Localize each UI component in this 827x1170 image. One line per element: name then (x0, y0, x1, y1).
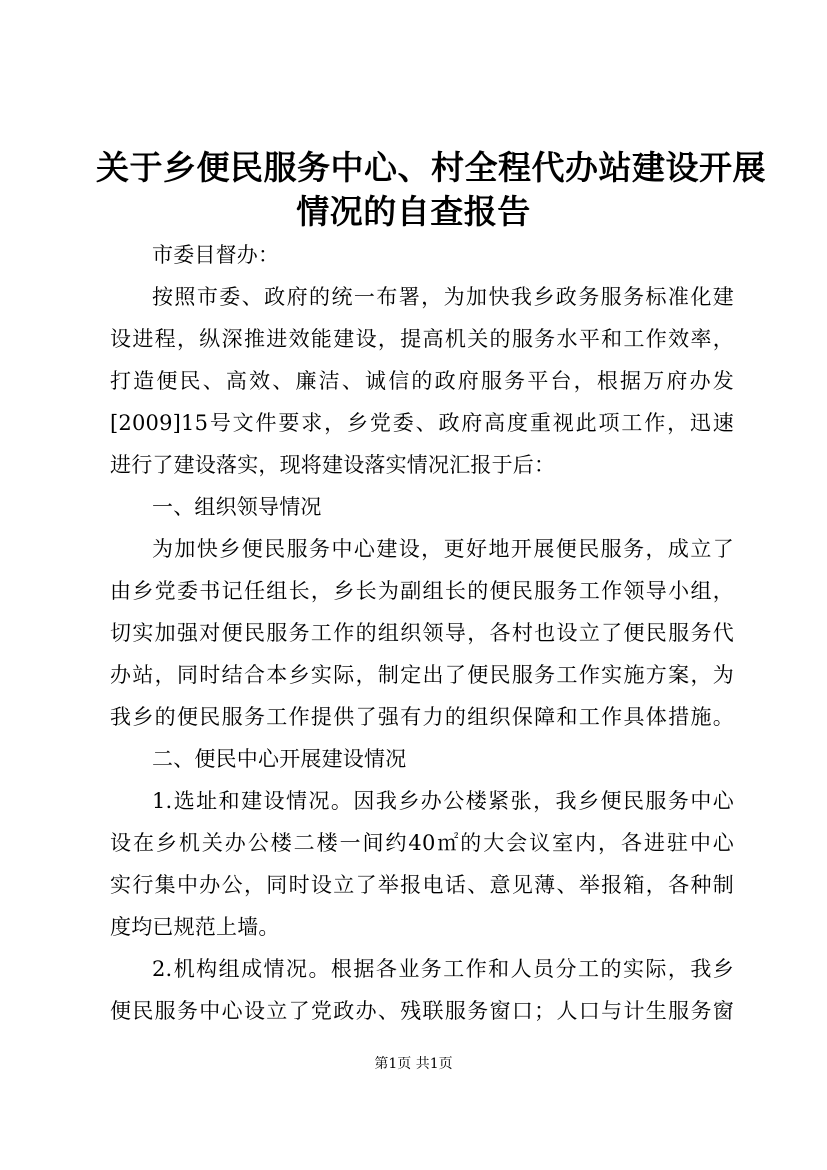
paragraph-line: 便民服务中心设立了党政办、残联服务窗口；人口与计生服务窗 (110, 999, 734, 1023)
paragraph-line: 由乡党委书记任组长，乡长为副组长的便民服务工作领导小组， (110, 579, 734, 603)
paragraph-line: 2.机构组成情况。根据各业务工作和人员分工的实际，我乡 (152, 957, 734, 981)
paragraph-line: 设进程，纵深推进效能建设，提高机关的服务水平和工作效率， (110, 327, 734, 351)
paragraph-line: 1.选址和建设情况。因我乡办公楼紧张，我乡便民服务中心 (152, 789, 734, 813)
salutation: 市委目督办： (152, 243, 280, 267)
paragraph-line: 我乡的便民服务工作提供了强有力的组织保障和工作具体措施。 (110, 705, 734, 729)
paragraph-line: 设在乡机关办公楼二楼一间约40㎡的大会议室内，各进驻中心 (110, 831, 734, 855)
paragraph-line: 为加快乡便民服务中心建设，更好地开展便民服务，成立了 (152, 537, 734, 561)
document-title-line-2: 情况的自查报告 (296, 192, 531, 231)
document-title-line-1: 关于乡便民服务中心、村全程代办站建设开展 (96, 148, 766, 187)
paragraph-line: 进行了建设落实，现将建设落实情况汇报于后： (110, 453, 556, 477)
paragraph-line: 办站，同时结合本乡实际，制定出了便民服务工作实施方案，为 (110, 663, 734, 687)
paragraph-line: [2009]15号文件要求，乡党委、政府高度重视此项工作，迅速 (110, 411, 734, 435)
paragraph-line: 切实加强对便民服务工作的组织领导，各村也设立了便民服务代 (110, 621, 734, 645)
section-heading: 二、便民中心开展建设情况 (152, 747, 407, 771)
section-heading: 一、组织领导情况 (152, 495, 322, 519)
paragraph-line: 度均已规范上墙。 (110, 915, 280, 939)
paragraph-line: 按照市委、政府的统一布署，为加快我乡政务服务标准化建 (152, 285, 734, 309)
paragraph-line: 实行集中办公，同时设立了举报电话、意见薄、举报箱，各种制 (110, 873, 734, 897)
paragraph-line: 打造便民、高效、廉洁、诚信的政府服务平台，根据万府办发 (110, 369, 734, 393)
page-footer: 第1页 共1页 (374, 1056, 453, 1072)
